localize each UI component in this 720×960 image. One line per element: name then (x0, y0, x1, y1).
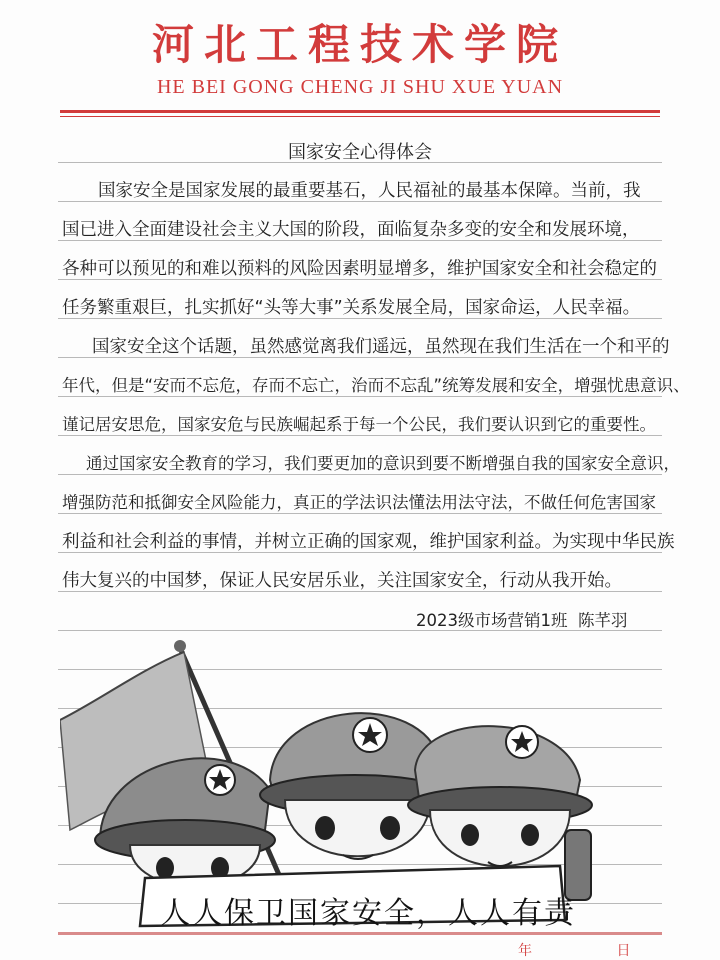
essay-line: 各种可以预见的和难以预料的风险因素明显增多，维护国家安全和社会稳定的 (62, 259, 657, 279)
footer-date-marks: 年 日 (518, 943, 671, 959)
soldiers-drawing (60, 630, 660, 930)
header-rule (60, 110, 660, 113)
essay-line: 谨记居安思危，国家安危与民族崛起系于每一个公民，我们要认识到它的重要性。 (62, 415, 656, 434)
essay-line: 伟大复兴的中国梦，保证人民安居乐业，关注国家安全，行动从我开始。 (62, 571, 622, 591)
signature-name: 陈芊羽 (578, 611, 628, 630)
essay-line: 国家安全是国家发展的最重要基石，人民福祉的最基本保障。当前，我 (98, 181, 641, 201)
essay-line: 增强防范和抵御安全风险能力，真正的学法识法懂法用法守法，不做任何危害国家 (62, 493, 656, 512)
ruled-line (58, 513, 662, 514)
essay-title: 国家安全心得体会 (288, 142, 432, 163)
essay-line: 国家安全这个话题，虽然感觉离我们遥远，虽然现在我们生活在一个和平的 (92, 337, 670, 357)
essay-line: 年代，但是“安而不忘危，存而不忘亡，治而不忘乱”统筹发展和安全，增强忧患意识、 (62, 376, 690, 395)
essay-line: 国已进入全面建设社会主义大国的阶段，面临复杂多变的安全和发展环境， (62, 220, 640, 240)
essay-line: 任务繁重艰巨，扎实抓好“头等大事”关系发展全局，国家命运，人民幸福。 (62, 298, 641, 318)
ruled-line (58, 396, 662, 397)
essay-line: 通过国家安全教育的学习，我们要更加的意识到要不断增强自我的国家安全意识， (86, 454, 680, 473)
footer-rule (58, 932, 662, 935)
header-rule-thin (60, 116, 660, 117)
ruled-line (58, 474, 662, 475)
signature-class: 2023级市场营销1班 (416, 611, 568, 630)
school-name: 河北工程技术学院 (151, 20, 568, 69)
essay-line: 利益和社会利益的事情，并树立正确的国家观，维护国家利益。为实现中华民族 (62, 532, 675, 552)
banner-text: 人人保卫国家安全，人人有责 (160, 896, 576, 931)
school-pinyin: HE BEI GONG CHENG JI SHU XUE YUAN (156, 76, 564, 98)
ruled-line (58, 435, 662, 436)
